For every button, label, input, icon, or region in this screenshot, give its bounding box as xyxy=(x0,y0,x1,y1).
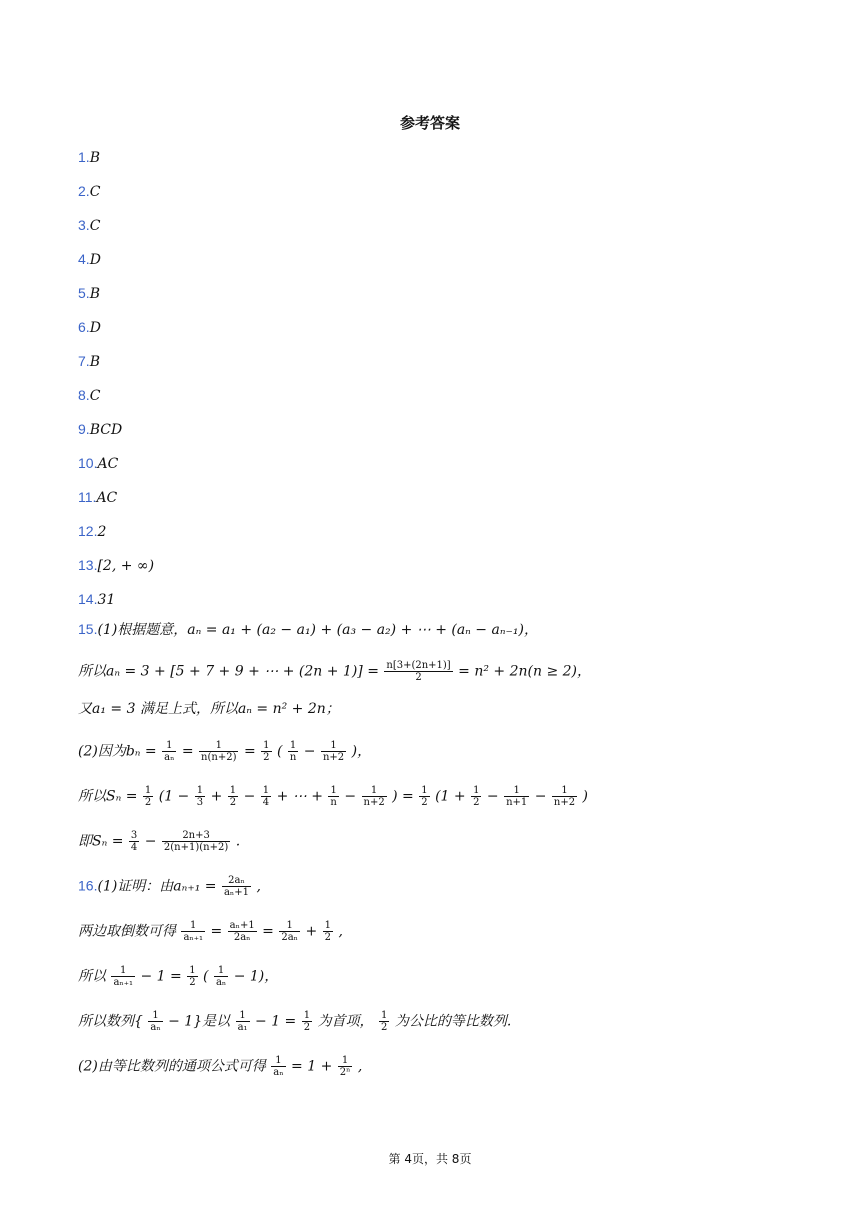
answer-number: 11. xyxy=(78,489,97,505)
fraction: $\frac{1}{\text{aₙ}}$ xyxy=(273,1055,284,1078)
answer-text: D xyxy=(89,320,101,336)
fraction: $\frac{1}{n+2}$ xyxy=(322,740,345,763)
answer-text: 31 xyxy=(97,592,116,608)
fraction: $\frac{1}{3}$ xyxy=(196,785,204,808)
q15-line-3: 又a₁ = 3 满足上式，所以aₙ = n² + 2n； xyxy=(78,701,340,717)
fraction: $\frac{1}{n+1}$ xyxy=(506,785,528,808)
q16-line-5: (2)由等比数列的通项公式可得 $\frac{1}{\text{aₙ}}$ = 1 + $\frac{1}{\text{2ⁿ}}$ , xyxy=(78,1055,363,1078)
page-footer: 第 4页，共 8页 xyxy=(388,1152,472,1166)
answer-item xyxy=(78,556,154,575)
answer-item xyxy=(78,386,100,405)
answer-number: 4. xyxy=(78,251,90,267)
answer-item xyxy=(78,318,101,337)
fraction: $\frac{1}{n(n+2)}$ xyxy=(201,740,237,763)
answer-text: B xyxy=(89,150,100,166)
answer-item xyxy=(78,522,106,541)
answer-item xyxy=(78,352,100,371)
fraction: $\frac{1}{n}$ xyxy=(289,740,297,763)
answer-item xyxy=(78,216,100,235)
answer-text: B xyxy=(89,354,100,370)
q15-line-1-text: (1)根据题意，aₙ = a₁ + (a₂ − a₁) + (a₃ − a₂) + ⋯ + (aₙ − aₙ₋₁)， xyxy=(97,622,538,638)
fraction: $\frac{1}{\text{aₙ}}$ xyxy=(215,965,227,988)
q15-line-1 xyxy=(78,620,538,639)
answer-text: AC xyxy=(97,456,119,472)
answer-item xyxy=(78,590,115,609)
fraction: $\frac{1}{2}$ xyxy=(381,1010,388,1033)
fraction: $\frac{1}{2}$ xyxy=(229,785,237,808)
fraction: $\frac{1}{n}$ xyxy=(330,785,337,808)
fraction: $\frac{1}{2}$ xyxy=(189,965,196,988)
q15-line-6: 即Sₙ = $\frac{3}{4}$ − $\frac{2n+3}{2(n+1)(n+2)}$ . xyxy=(78,830,241,853)
answer-item xyxy=(78,250,101,269)
fraction: $\frac{1}{\text{aₙ₊₁}}$ xyxy=(113,965,134,988)
answer-number: 5. xyxy=(78,285,90,301)
fraction: $\frac{1}{2}$ xyxy=(303,1010,311,1033)
answer-text: D xyxy=(89,252,101,268)
q15-line-5: 所以Sₙ = $\frac{1}{2}$ (1 − $\frac{1}{3}$ + $\frac{1}{2}$ − $\frac{1}{4}$ + ⋯ + $\frac{1}{n}$ − $\frac{1}{n+2}$ ) = $\frac{1}{2}$ (1 + $\frac{1}{2}$ − $\frac{1}{n+1}$ − $\frac{1}{n+2}$ ) xyxy=(78,785,589,808)
q16-line-2: 两边取倒数可得 $\frac{1}{\text{aₙ₊₁}}$ = $\frac{\text{aₙ+1}}{\text{2aₙ}}$ = $\frac{1}{\text{2aₙ}}$ + $\frac{1}{2}$ , xyxy=(78,920,343,943)
answer-number: 12. xyxy=(78,523,98,539)
answer-text: 2 xyxy=(97,524,107,540)
fraction: $\frac{n[3+(2n+1)]}{2}$ xyxy=(386,660,451,683)
fraction: $\frac{1}{2}$ xyxy=(421,785,428,808)
answer-item xyxy=(78,182,100,201)
q15-line-2: 所以aₙ = 3 + [5 + 7 + 9 + ⋯ + (2n + 1)] = $\frac{n[3+(2n+1)]}{2}$ = n² + 2n(n ≥ 2)， xyxy=(78,660,592,683)
q16-line-3: 所以 $\frac{1}{\text{aₙ₊₁}}$ − 1 = $\frac{1}{2}$ ( $\frac{1}{\text{aₙ}}$ − 1)， xyxy=(78,965,279,988)
answer-item xyxy=(78,284,100,303)
q16-number: 16. xyxy=(78,877,98,894)
fraction: $\frac{3}{4}$ xyxy=(130,830,138,853)
answer-number: 9. xyxy=(78,421,90,437)
answer-number: 1. xyxy=(78,149,90,165)
fraction: $\frac{1}{\text{a₁}}$ xyxy=(237,1010,248,1033)
answer-item xyxy=(78,454,118,473)
answer-text: C xyxy=(89,218,101,234)
answer-number: 13. xyxy=(78,557,98,573)
answer-number: 2. xyxy=(78,183,90,199)
answer-number: 14. xyxy=(78,591,98,607)
fraction: $\frac{1}{\text{aₙ}}$ xyxy=(150,1010,161,1033)
answer-text: C xyxy=(89,388,101,404)
fraction: $\frac{1}{2}$ xyxy=(473,785,480,808)
q16-line-4: 所以数列{ $\frac{1}{\text{aₙ}}$ − 1}是以 $\frac{1}{\text{a₁}}$ − 1 = $\frac{1}{2}$ 为首项， $\frac{1}{2}$ 为公比的等比数列. xyxy=(78,1010,512,1033)
answer-item xyxy=(78,148,100,167)
answer-text: C xyxy=(89,184,101,200)
answer-text: B xyxy=(89,286,100,302)
fraction: $\frac{1}{\text{2ⁿ}}$ xyxy=(339,1055,351,1078)
answer-text: AC xyxy=(96,490,118,506)
fraction: $\frac{\text{aₙ+1}}{\text{2aₙ}}$ xyxy=(229,920,255,943)
fraction: $\frac{1}{2}$ xyxy=(263,740,270,763)
fraction: $\frac{1}{n+2}$ xyxy=(553,785,576,808)
fraction: $\frac{2n+3}{2(n+1)(n+2)}$ xyxy=(163,830,229,853)
answer-item xyxy=(78,488,117,507)
q16-line-1: 16.(1)证明：由aₙ₊₁ = $\frac{\text{2aₙ}}{\text{aₙ+1}}$ , xyxy=(78,875,261,898)
page-title: 参考答案 xyxy=(399,114,460,132)
fraction: $\frac{1}{\text{2aₙ}}$ xyxy=(281,920,298,943)
answer-number: 7. xyxy=(78,353,90,369)
q15-number: 15. xyxy=(78,621,98,637)
fraction: $\frac{1}{4}$ xyxy=(262,785,270,808)
q15-line-4: (2)因为bₙ = $\frac{1}{\text{aₙ}}$ = $\frac{1}{n(n+2)}$ = $\frac{1}{2}$ ( $\frac{1}{n}$ − $\frac{1}{n+2}$ )， xyxy=(78,740,372,763)
answer-text: BCD xyxy=(89,422,123,438)
fraction: $\frac{\text{2aₙ}}{\text{aₙ+1}}$ xyxy=(223,875,249,898)
answer-text: [2, + ∞) xyxy=(97,558,155,574)
answer-number: 3. xyxy=(78,217,90,233)
fraction: $\frac{1}{2}$ xyxy=(144,785,152,808)
fraction: $\frac{1}{\text{aₙ₊₁}}$ xyxy=(183,920,204,943)
fraction: $\frac{1}{n+2}$ xyxy=(363,785,385,808)
answer-number: 10. xyxy=(78,455,98,471)
answer-number: 8. xyxy=(78,387,90,403)
answer-number: 6. xyxy=(78,319,90,335)
fraction: $\frac{1}{2}$ xyxy=(324,920,332,943)
fraction: $\frac{1}{\text{aₙ}}$ xyxy=(164,740,175,763)
answer-item xyxy=(78,420,122,439)
